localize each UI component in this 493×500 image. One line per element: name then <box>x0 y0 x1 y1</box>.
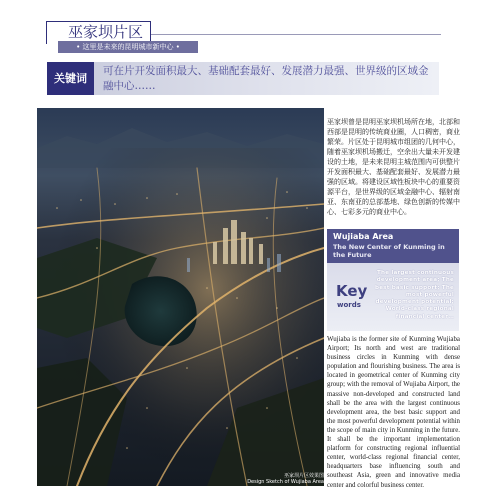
key-words-text: The largest continuous development area; The best basic support; The most powerful development potential; World-class regional financial center… <box>374 270 454 320</box>
keyword-text: 可在片开发面积最大、基础配套最好、发展潜力最强、世界级的区域金融中心…… <box>103 65 429 92</box>
english-heading-subtitle: The New Center of Kunming in the Future <box>333 243 445 259</box>
key-words-label: Key <box>336 282 368 300</box>
page-subtitle: • 这里是未来的昆明城市新中心 • <box>58 41 198 53</box>
aerial-rendering-image <box>37 108 324 486</box>
key-words-sublabel: words <box>337 301 361 309</box>
english-body-text: Wujiaba is the former site of Kunming Wujiaba Airport; Its north and west are traditional business circles in Kunming with dense population and flourishing business. The area is located in geometrical center of Kunming city group; with the removal of Wujiaba Airport, the massive non-developed and constructed land shall be the area with the largest continuous development area, the best basic support and the most powerful development potential within the scope of main city in Kunming in the future. It shall be the important implementation platform for constructing regional influential center, world-class regional financial center, headquarters base influencing south and southeast Asia, green and innovative media center and colorful business center. <box>327 336 460 489</box>
key-words-block <box>327 263 459 331</box>
image-caption <box>236 473 324 485</box>
english-heading-title: Wujiaba Area <box>333 232 394 241</box>
keyword-tag: 关键词 <box>47 62 94 95</box>
header-divider <box>151 34 441 35</box>
image-caption-en: Design Sketch of Wujiaba Area <box>247 479 324 485</box>
chinese-body-text: 巫家坝曾是昆明巫家坝机场所在地，北部和西部是昆明的传统商业圈，人口稠密，商业繁荣。片区处于昆明城市组团的几何中心，随着巫家坝机场搬迁，空余出大量未开发建设的土地，是未来昆明主城范围内可供整片开发面积最大、基础配套最好、发展潜力最强的区域。将建设区域性板块中心的重要资源平台，是世界级的区域金融中心、辐射南亚、东南亚的总部基地、绿色创新的传媒中心、七彩多元的商业中心。 <box>327 118 460 216</box>
image-caption-cn: 巫家坝片区效果图 <box>283 473 324 479</box>
page-title: 巫家坝片区 <box>68 23 144 41</box>
english-heading-bar <box>327 229 459 263</box>
